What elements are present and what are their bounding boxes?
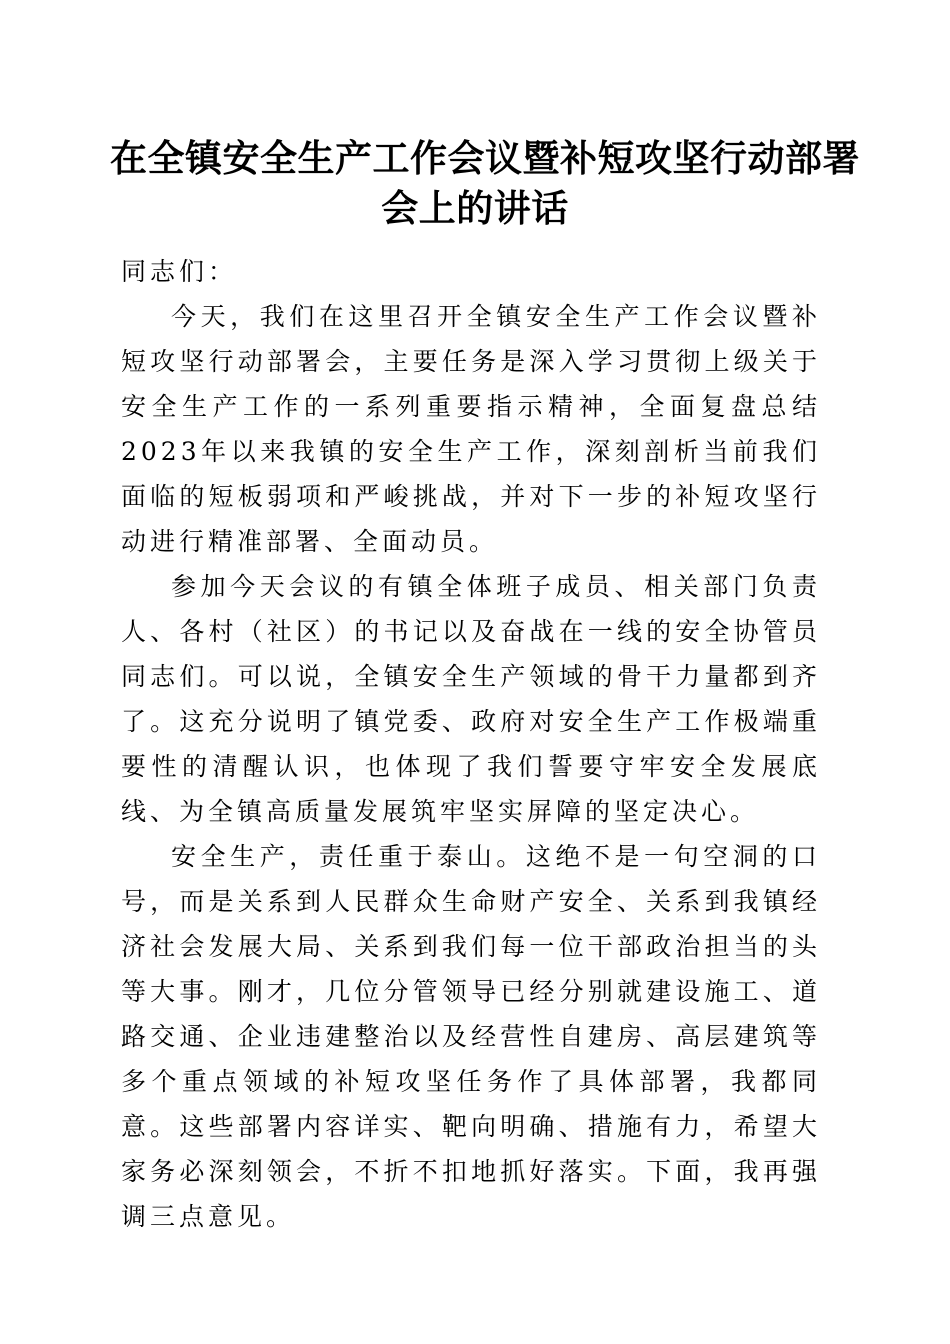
salutation: 同志们： (121, 257, 238, 286)
title-line-1: 在全镇安全生产工作会议暨补短攻坚行动部署 (110, 136, 860, 180)
document-title (110, 133, 860, 233)
title-line-2: 会上的讲话 (381, 186, 569, 230)
paragraph-3: 安全生产，责任重于泰山。这绝不是一句空洞的口号，而是关系到人民群众生命财产安全、关系到我镇经济社会发展大局、关系到我们每一位干部政治担当的头等大事。刚才，几位分管领导已经分别就建设施工、道路交通、企业违建整治以及经营性自建房、高层建筑等多个重点领域的补短攻坚任务作了具体部署，我都同意。这些部署内容详实、靶向明确、措施有力，希望大家务必深刻领会，不折不扣地抓好落实。下面，我再强调三点意见。 (121, 842, 821, 1231)
document-body (121, 249, 821, 1239)
paragraph-1: 今天，我们在这里召开全镇安全生产工作会议暨补短攻坚行动部署会，主要任务是深入学习贯彻上级关于安全生产工作的一系列重要指示精神，全面复盘总结2023年以来我镇的安全生产工作，深刻剖析当前我们面临的短板弱项和严峻挑战，并对下一步的补短攻坚行动进行精准部署、全面动员。 (121, 302, 821, 556)
paragraph-2: 参加今天会议的有镇全体班子成员、相关部门负责人、各村（社区）的书记以及奋战在一线的安全协管员同志们。可以说，全镇安全生产领域的骨干力量都到齐了。这充分说明了镇党委、政府对安全生产工作极端重要性的清醒认识，也体现了我们誓要守牢安全发展底线、为全镇高质量发展筑牢坚实屏障的坚定决心。 (121, 572, 821, 826)
